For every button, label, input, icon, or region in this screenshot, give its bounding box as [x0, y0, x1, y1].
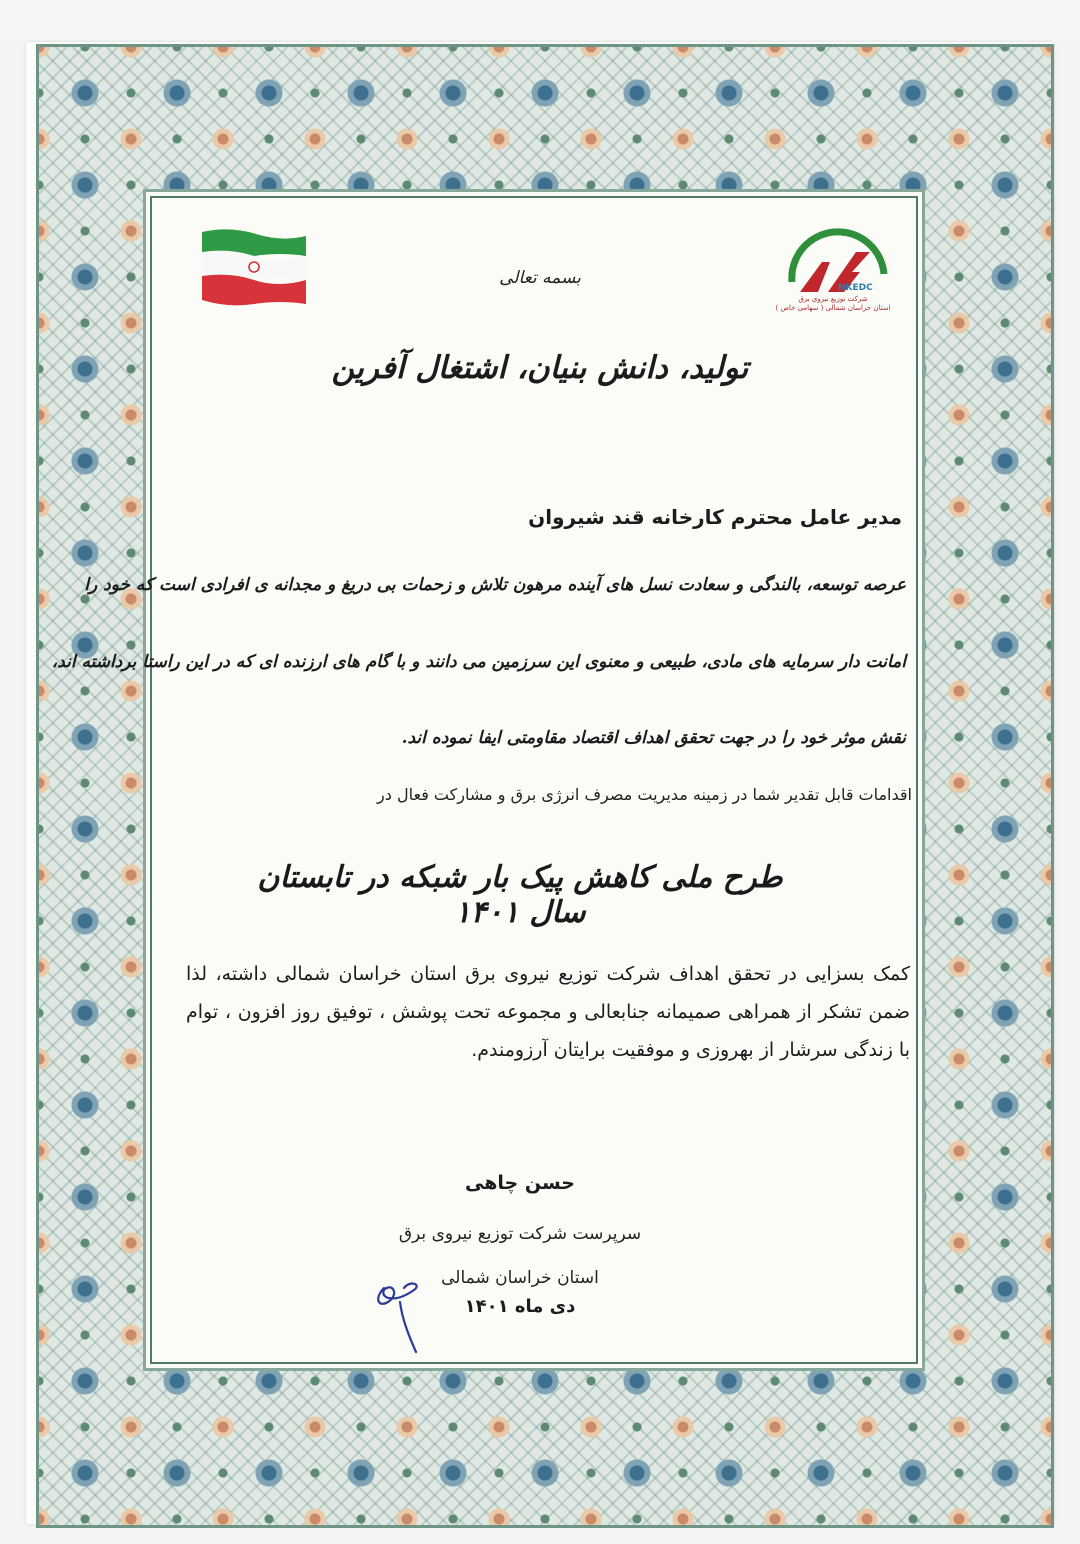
logo-caption-line-2: استان خراسان شمالی ( سهامی خاص ): [775, 304, 891, 312]
paragraph-line-3: نقش موثر خود را در جهت تحقق اهداف اقتصاد مقاومتی ایفا نموده اند.: [401, 728, 906, 748]
handwritten-signature-icon: [370, 1268, 450, 1358]
paragraph-line-1: عرصه توسعه، بالندگی و سعادت نسل های آینده مرهون تلاش و زحمات بی دریغ و مجدانه ی افرادی است که خود را: [84, 575, 906, 595]
signatory-title-line-2: استان خراسان شمالی: [441, 1268, 599, 1288]
paragraph-line-2: امانت دار سرمایه های مادی، طبیعی و معنوی این سرزمین می دانند و با گام های ارزنده ای که در این راستا برداشته اند،: [51, 652, 906, 672]
signatory-title-line-1: سرپرست شرکت توزیع نیروی برق: [398, 1224, 642, 1244]
logo-caption: [770, 295, 896, 313]
signatory-name: حسن چاهی: [465, 1172, 575, 1194]
action-line: اقدامات قابل تقدیر شما در زمینه مدیریت مصرف انرژی برق و مشارکت فعال در: [377, 785, 912, 804]
viewer-top-bar: [0, 0, 1080, 42]
slogan-title: تولید، دانش بنیان، اشتغال آفرین: [331, 350, 749, 386]
logo-brand-name: NKEDC: [838, 283, 873, 293]
basmala-heading: بسمه تعالی: [499, 268, 581, 288]
iran-flag-icon: [200, 226, 308, 308]
letter-date: دی ماه ۱۴۰۱: [464, 1296, 576, 1317]
logo-caption-line-1: شرکت توزیع نیروی برق: [798, 295, 868, 303]
plan-title: طرح ملی کاهش پیک بار شبکه در تابستان سال ۱۴۰۱: [257, 860, 783, 930]
recipient-line: مدیر عامل محترم کارخانه قند شیروان: [528, 505, 902, 529]
appreciation-body: کمک بسزایی در تحقق اهداف شرکت توزیع نیروی برق استان خراسان شمالی داشته، لذا ضمن تشکر از همراهی صمیمانه جنابعالی و مجموعه تحت پوشش ، توفیق روز افزون ، توام با زندگی سرشار از بهروزی و موفقیت برایتان آرزومندم.: [186, 963, 910, 1061]
